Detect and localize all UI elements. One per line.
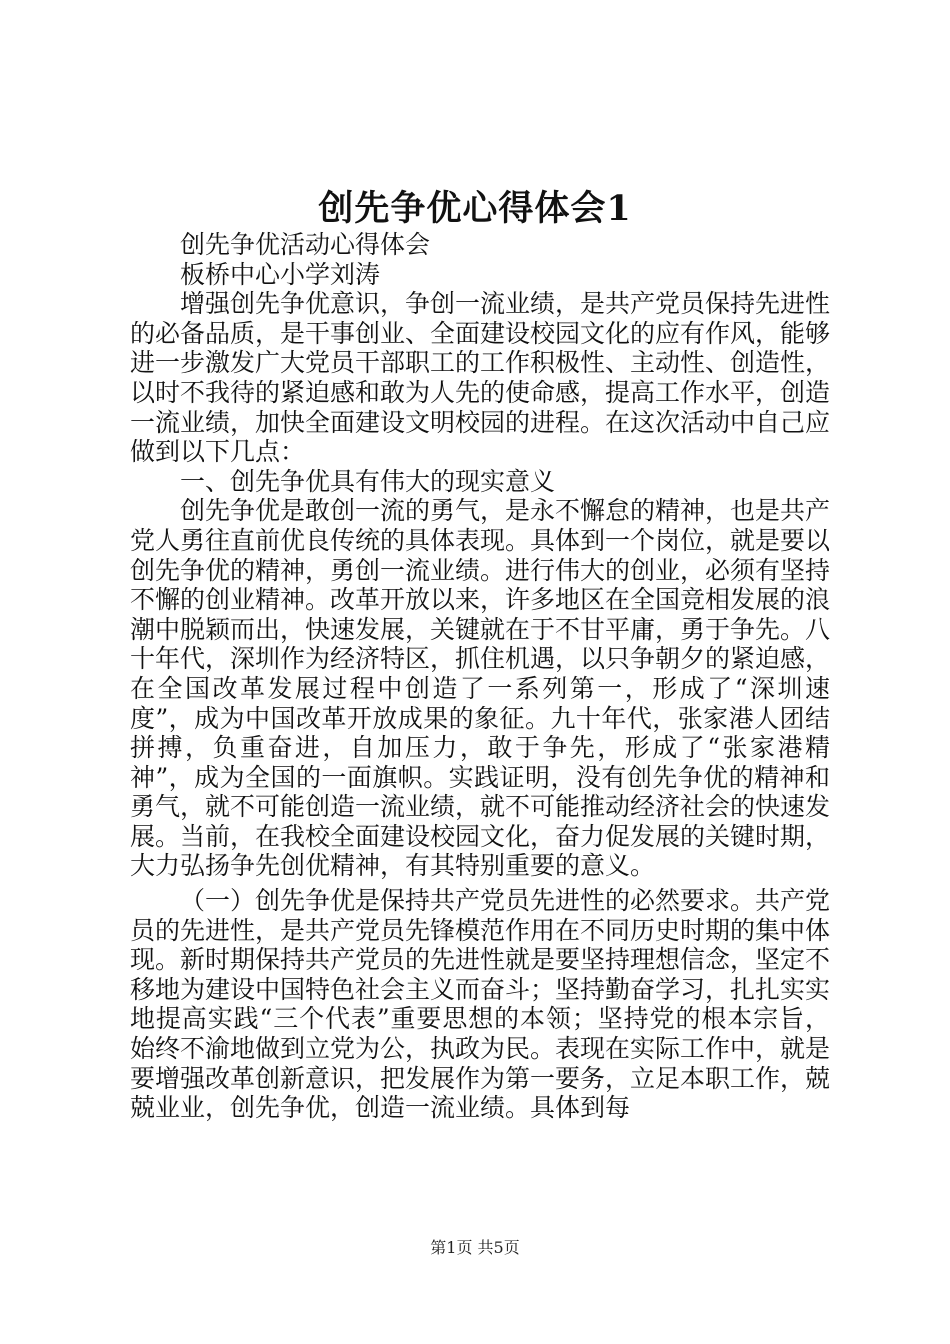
section-heading: 一、创先争优具有伟大的现实意义 [180,466,556,496]
subsection-paragraph: （一）创先争优是保持共产党员先进性的必然要求。共产党员的先进性，是共产党员先锋模范作用在不同历史时期的集中体现。新时期保持共产党员的先进性就是要坚持理想信念，坚定不移地为建设中国特色社会主义而奋斗；坚持勤奋学习，扎扎实实地提高实践“三个代表”重要思想的本领；坚持党的根本宗旨，始终不渝地做到立党为公，执政为民。表现在实际工作中，就是要增强改革创新意识，把发展作为第一要务，立足本职工作，兢兢业业，创先争优，创造一流业绩。具体到每 [130,886,831,1123]
subtitle-paragraph: 创先争优活动心得体会 [180,230,431,259]
intro-paragraph: 增强创先争优意识，争创一流业绩，是共产党员保持先进性的必备品质，是干事创业、全面建设校园文化的应有作风，能够进一步激发广大党员干部职工的工作积极性、主动性、创造性，以时不我待的紧迫感和敢为人先的使命感，提高工作水平，创造一流业绩，加快全面建设文明校园的进程。在这次活动中自己应做到以下几点： [130,289,831,467]
document-body [130,230,830,1123]
author-paragraph: 板桥中心小学刘涛 [180,259,381,289]
document-title: 创先争优心得体会1 [318,188,632,229]
page-footer: 第1页 共5页 [430,1238,520,1257]
body-paragraph: 创先争优是敢创一流的勇气，是永不懈怠的精神，也是共产党人勇往直前优良传统的具体表现。具体到一个岗位，就是要以创先争优的精神，勇创一流业绩。进行伟大的创业，必须有坚持不懈的创业精神。改革开放以来，许多地区在全国竞相发展的浪潮中脱颖而出，快速发展，关键就在于不甘平庸，勇于争先。八十年代，深圳作为经济特区，抓住机遇，以只争朝夕的紧迫感，在全国改革发展过程中创造了一系列第一，形成了“深圳速度”，成为中国改革开放成果的象征。九十年代，张家港人团结拼搏，负重奋进，自加压力，敢于争先，形成了“张家港精神”，成为全国的一面旗帜。实践证明，没有创先争优的精神和勇气，就不可能创造一流业绩，就不可能推动经济社会的快速发展。当前，在我校全面建设校园文化，奋力促发展的关键时期，大力弘扬争先创优精神，有其特别重要的意义。 [130,496,831,881]
